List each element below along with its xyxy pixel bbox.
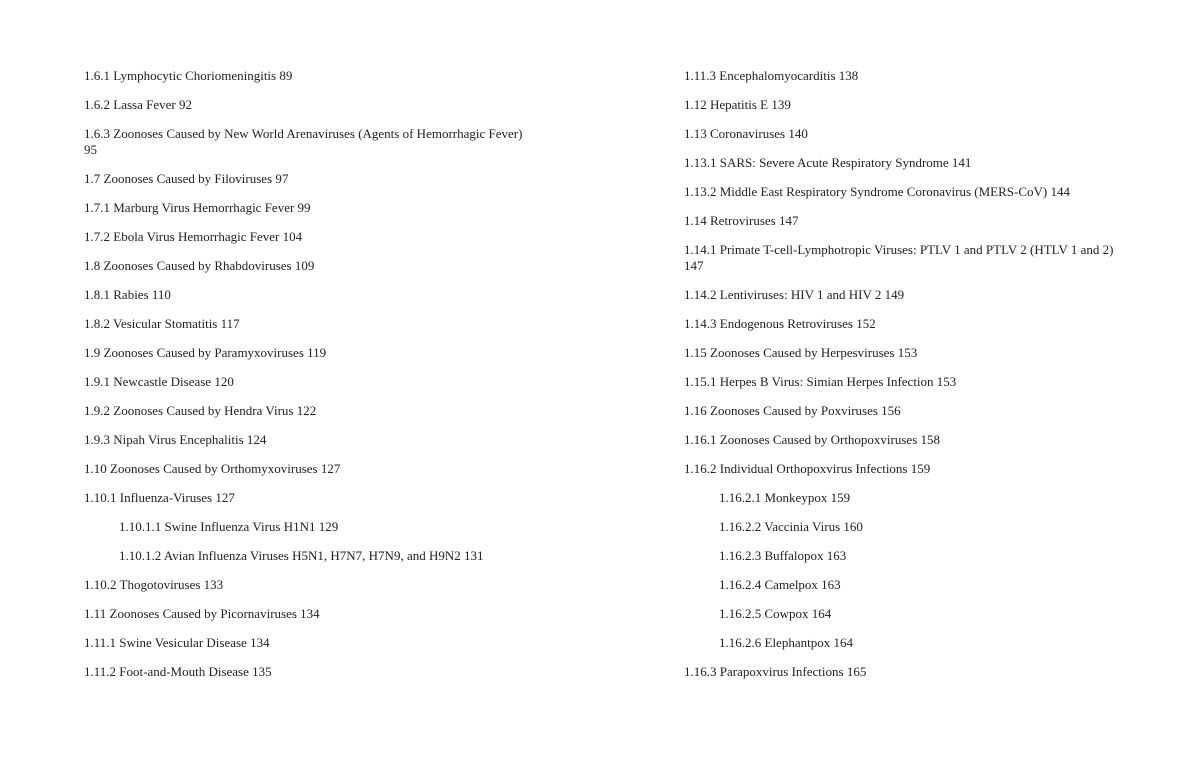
toc-entry[interactable]: 1.14.2 Lentiviruses: HIV 1 and HIV 2 149 — [684, 287, 905, 302]
toc-entry-subsection[interactable]: 1.10.1.1 Swine Influenza Virus H1N1 129 — [119, 519, 339, 534]
toc-entry[interactable]: 1.9.2 Zoonoses Caused by Hendra Virus 122 — [84, 403, 317, 418]
toc-entry[interactable]: 1.15 Zoonoses Caused by Herpesviruses 153 — [684, 345, 918, 360]
toc-entry[interactable]: 1.13.1 SARS: Severe Acute Respiratory Syndrome 141 — [684, 155, 972, 170]
toc-entry[interactable]: 1.7 Zoonoses Caused by Filoviruses 97 — [84, 171, 289, 186]
toc-entry[interactable]: 1.16 Zoonoses Caused by Poxviruses 156 — [684, 403, 901, 418]
toc-entry[interactable]: 1.6.2 Lassa Fever 92 — [84, 97, 192, 112]
toc-entry[interactable]: 1.11 Zoonoses Caused by Picornaviruses 134 — [84, 606, 320, 621]
toc-entry[interactable]: 1.8.2 Vesicular Stomatitis 117 — [84, 316, 240, 331]
toc-entry[interactable]: 1.7.2 Ebola Virus Hemorrhagic Fever 104 — [84, 229, 303, 244]
toc-entry[interactable]: 1.10.1 Influenza-Viruses 127 — [84, 490, 235, 505]
toc-entry[interactable]: 1.12 Hepatitis E 139 — [684, 97, 791, 112]
toc-entry[interactable]: 1.10.2 Thogotoviruses 133 — [84, 577, 224, 592]
toc-entry-subsection[interactable]: 1.16.2.4 Camelpox 163 — [719, 577, 841, 592]
toc-entry[interactable]: 1.15.1 Herpes B Virus: Simian Herpes Infection 153 — [684, 374, 957, 389]
toc-entry[interactable]: 1.14.1 Primate T-cell-Lymphotropic Viruses: PTLV 1 and PTLV 2 (HTLV 1 and 2) 147 — [684, 242, 1114, 273]
toc-entry[interactable]: 1.14 Retroviruses 147 — [684, 213, 799, 228]
toc-entry-subsection[interactable]: 1.16.2.1 Monkeypox 159 — [719, 490, 851, 505]
toc-entry[interactable]: 1.8 Zoonoses Caused by Rhabdoviruses 109 — [84, 258, 315, 273]
toc-entry[interactable]: 1.13 Coronaviruses 140 — [684, 126, 808, 141]
toc-entry[interactable]: 1.6.1 Lymphocytic Choriomeningitis 89 — [84, 68, 293, 83]
toc-column-left — [84, 68, 524, 693]
toc-entry[interactable]: 1.9.3 Nipah Virus Encephalitis 124 — [84, 432, 267, 447]
toc-entry[interactable]: 1.9.1 Newcastle Disease 120 — [84, 374, 234, 389]
toc-entry[interactable]: 1.11.1 Swine Vesicular Disease 134 — [84, 635, 270, 650]
toc-entry[interactable]: 1.11.3 Encephalomyocarditis 138 — [684, 68, 859, 83]
toc-entry[interactable]: 1.14.3 Endogenous Retroviruses 152 — [684, 316, 876, 331]
toc-entry[interactable]: 1.6.3 Zoonoses Caused by New World Arenaviruses (Agents of Hemorrhagic Fever) 95 — [84, 126, 523, 157]
toc-entry[interactable]: 1.16.1 Zoonoses Caused by Orthopoxviruses 158 — [684, 432, 941, 447]
toc-entry[interactable]: 1.13.2 Middle East Respiratory Syndrome Coronavirus (MERS-CoV) 144 — [684, 184, 1070, 199]
toc-entry[interactable]: 1.8.1 Rabies 110 — [84, 287, 171, 302]
toc-entry[interactable]: 1.7.1 Marburg Virus Hemorrhagic Fever 99 — [84, 200, 311, 215]
toc-entry[interactable]: 1.11.2 Foot-and-Mouth Disease 135 — [84, 664, 272, 679]
toc-entry[interactable]: 1.16.2 Individual Orthopoxvirus Infections 159 — [684, 461, 931, 476]
toc-entry-subsection[interactable]: 1.16.2.6 Elephantpox 164 — [719, 635, 853, 650]
toc-entry[interactable]: 1.10 Zoonoses Caused by Orthomyxoviruses 127 — [84, 461, 341, 476]
toc-entry-subsection[interactable]: 1.16.2.2 Vaccinia Virus 160 — [719, 519, 863, 534]
toc-entry[interactable]: 1.9 Zoonoses Caused by Paramyxoviruses 119 — [84, 345, 327, 360]
toc-entry-subsection[interactable]: 1.16.2.5 Cowpox 164 — [719, 606, 832, 621]
toc-entry[interactable]: 1.16.3 Parapoxvirus Infections 165 — [684, 664, 867, 679]
toc-column-right — [684, 68, 1124, 693]
toc-entry-subsection[interactable]: 1.16.2.3 Buffalopox 163 — [719, 548, 847, 563]
toc-entry-subsection[interactable]: 1.10.1.2 Avian Influenza Viruses H5N1, H7N7, H7N9, and H9N2 131 — [119, 548, 484, 563]
